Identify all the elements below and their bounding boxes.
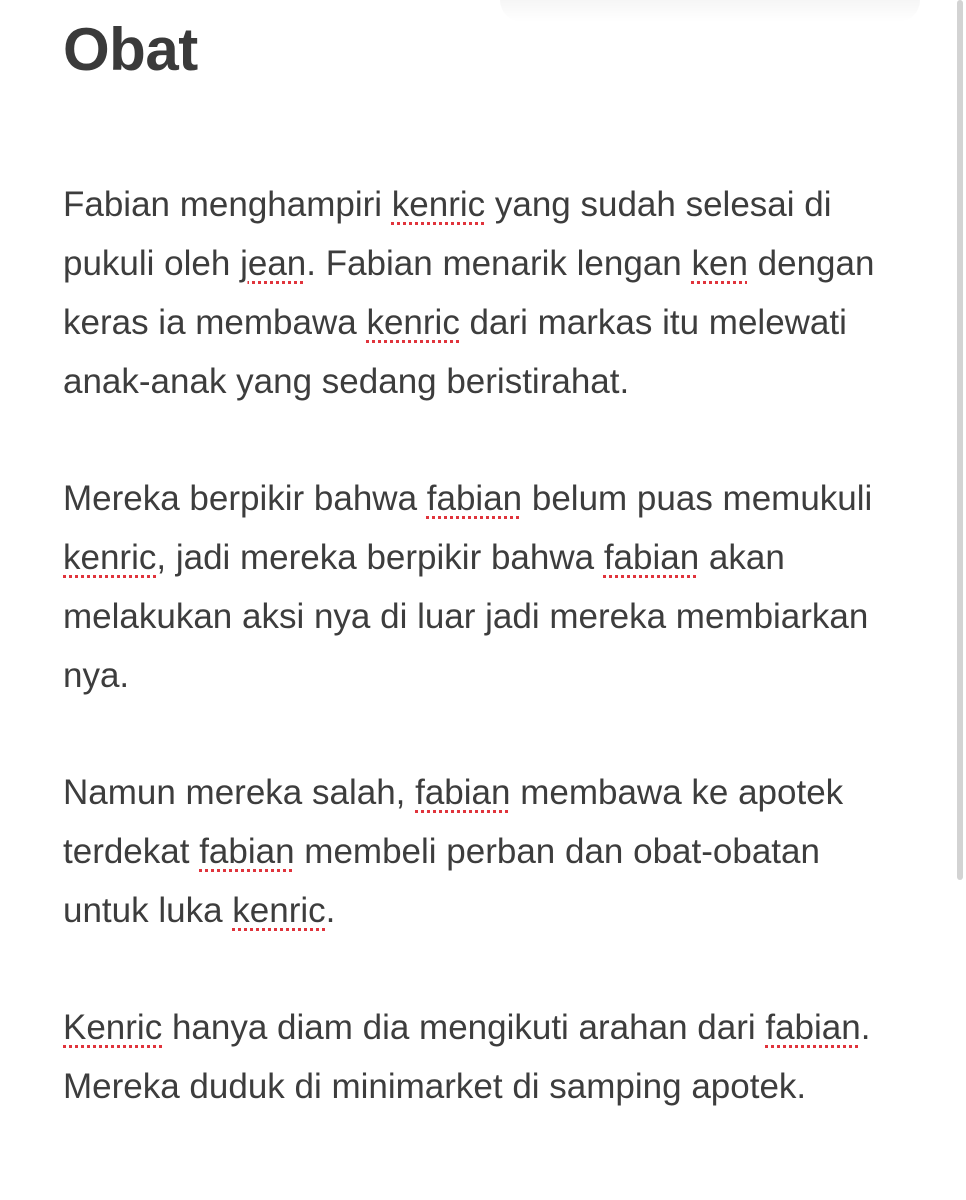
text-run: membawa ke apotek terdekat	[63, 773, 844, 871]
misspelled-word[interactable]: fabian	[765, 1008, 861, 1047]
paragraph-1	[63, 175, 913, 411]
scrollbar-thumb[interactable]	[957, 0, 963, 880]
misspelled-word[interactable]: fabian	[199, 832, 295, 871]
text-run: .	[325, 891, 336, 930]
text-run: . Mereka duduk di minimarket di samping apotek.	[63, 1008, 871, 1106]
text-run: dari markas itu melewati anak-anak yang sedang beristirahat.	[63, 303, 847, 401]
paragraph-4	[63, 998, 913, 1116]
misspelled-word[interactable]: fabian	[426, 479, 523, 518]
text-run: belum puas memukuli	[522, 479, 873, 518]
text-run: akan melakukan aksi nya di luar jadi mereka membiarkan nya.	[63, 538, 869, 695]
text-run: dengan keras ia membawa	[63, 244, 875, 342]
misspelled-word[interactable]: kenric	[391, 185, 486, 224]
text-run: Namun mereka salah,	[63, 773, 416, 812]
misspelled-word[interactable]: ken	[691, 244, 748, 283]
misspelled-word[interactable]: fabian	[415, 773, 511, 812]
document-title: Obat	[63, 16, 198, 83]
misspelled-word[interactable]: jean	[240, 244, 307, 283]
misspelled-word[interactable]: Kenric	[63, 1008, 163, 1047]
document-body[interactable]	[63, 18, 913, 1174]
paragraph-list	[63, 175, 913, 1116]
text-run: Mereka berpikir bahwa	[63, 479, 427, 518]
text-run: . Fabian menarik lengan	[306, 244, 692, 283]
misspelled-word[interactable]: kenric	[63, 538, 157, 577]
text-run: membeli perban dan obat-obatan untuk luka	[63, 832, 820, 930]
paragraph-2	[63, 469, 913, 705]
misspelled-word[interactable]: fabian	[603, 538, 700, 577]
paragraph-3	[63, 763, 913, 940]
misspelled-word[interactable]: kenric	[232, 891, 326, 930]
misspelled-word[interactable]: kenric	[366, 303, 460, 342]
vertical-scrollbar[interactable]	[954, 0, 966, 1200]
text-run: hanya diam dia mengikuti arahan dari	[162, 1008, 766, 1047]
text-run: , jadi mereka berpikir bahwa	[156, 538, 604, 577]
text-run: yang sudah selesai di pukuli oleh	[63, 185, 832, 283]
text-run: Fabian menghampiri	[63, 185, 392, 224]
